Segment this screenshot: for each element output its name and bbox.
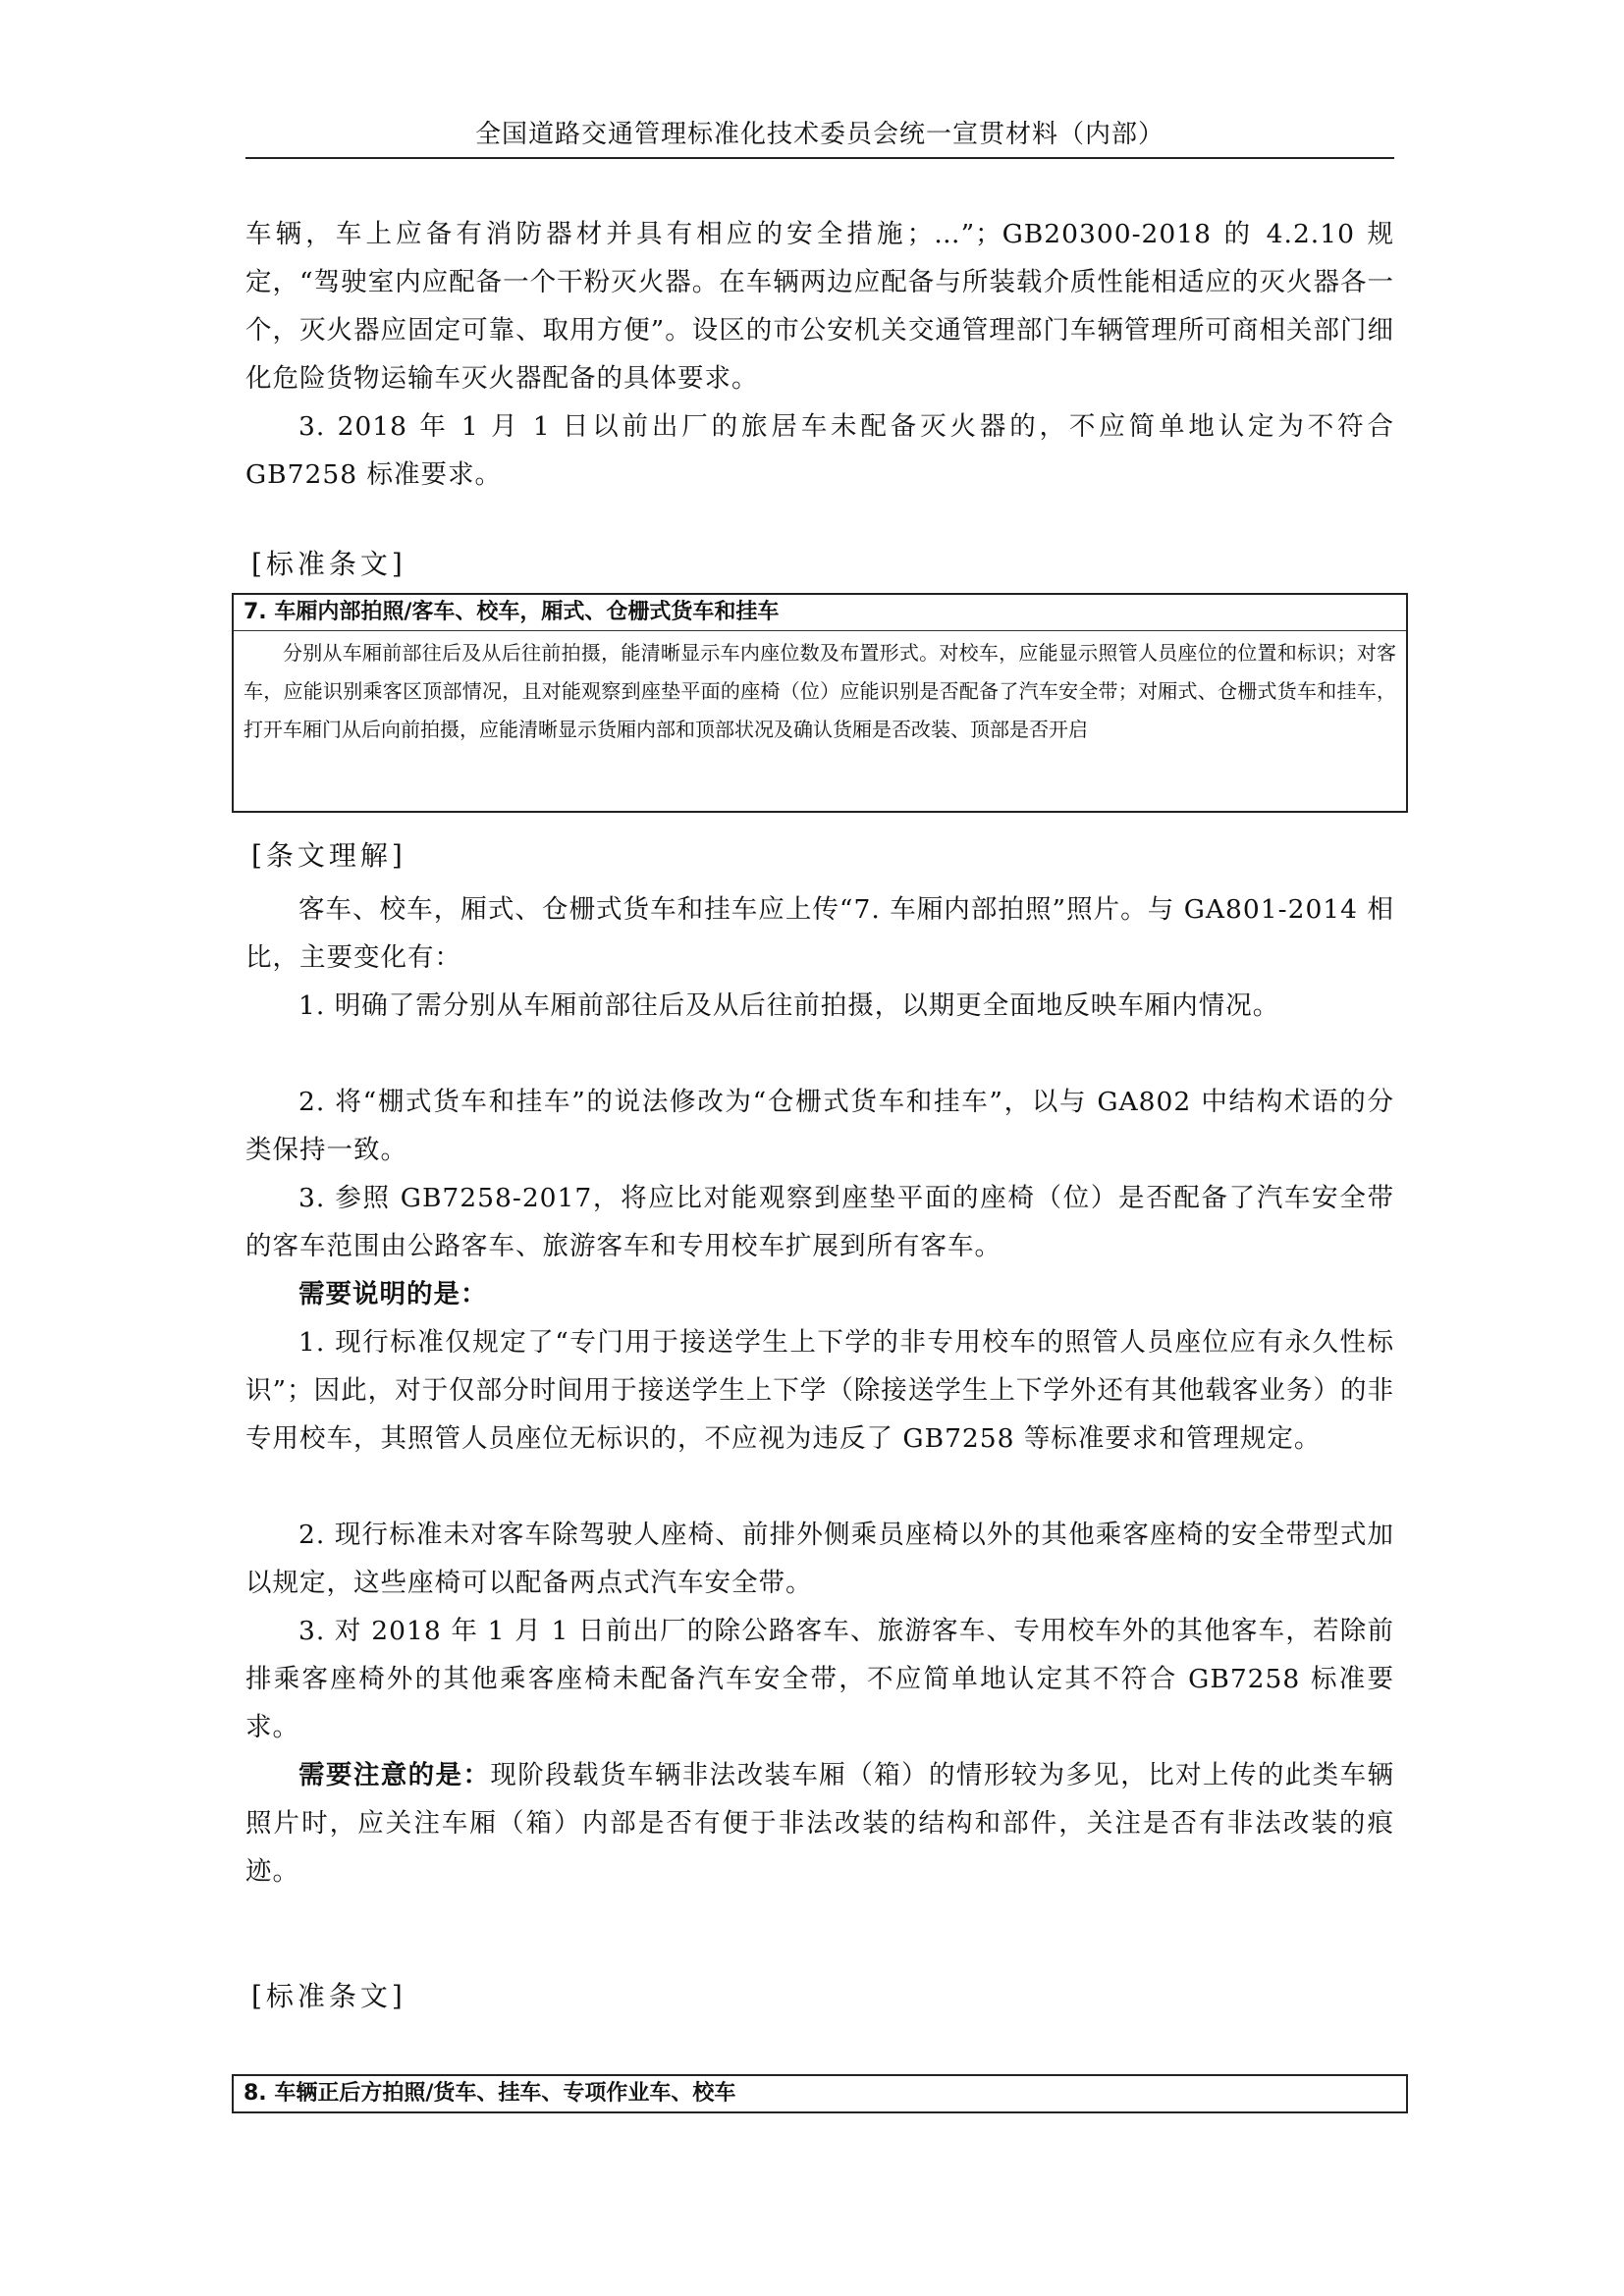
paragraph-note-2: 2. 现行标准未对客车除驾驶人座椅、前排外侧乘员座椅以外的其他乘客座椅的安全带型式加以规定，这些座椅可以配备两点式汽车安全带。 — [245, 1520, 1394, 1598]
running-header: 全国道路交通管理标准化技术委员会统一宣贯材料（内部） — [474, 120, 1164, 149]
attention-heading: 需要注意的是： — [298, 1760, 491, 1790]
paragraph-rv-extinguisher: 3. 2018 年 1 月 1 日以前出厂的旅居车未配备灭火器的，不应简单地认定为不符合 GB7258 标准要求。 — [245, 411, 1394, 490]
paragraph-intro: 客车、校车，厢式、仓栅式货车和挂车应上传“7. 车厢内部拍照”照片。与 GA801-2014 相比，主要变化有： — [245, 894, 1394, 973]
paragraph-change-1: 1. 明确了需分别从车厢前部往后及从后往前拍摄，以期更全面地反映车厢内情况。 — [298, 990, 1280, 1021]
clause-body: 分别从车厢前部往后及从后往前拍摄，能清晰显示车内座位数及布置形式。对校车，应能显示照管人员座位的位置和标识；对客车，应能识别乘客区顶部情况，且对能观察到座垫平面的座椅（位）应能识别是否配备了汽车安全带；对厢式、仓栅式货车和挂车，打开车厢门从后向前拍摄，应能清晰显示货厢内部和顶部状况及确认货厢是否改装、顶部是否开启 — [244, 641, 1396, 741]
paragraph-attention — [245, 1751, 1394, 1896]
paragraph-change-3: 3. 参照 GB7258-2017，将应比对能观察到座垫平面的座椅（位）是否配备了汽车安全带的客车范围由公路客车、旅游客车和专用校车扩展到所有客车。 — [245, 1183, 1394, 1261]
paragraph-note-3: 3. 对 2018 年 1 月 1 日前出厂的除公路客车、旅游客车、专用校车外的其他客车，若除前排乘客座椅外的其他乘客座椅未配备汽车安全带，不应简单地认定其不符合 GB7258 标准要求。 — [245, 1616, 1394, 1742]
note-heading: 需要说明的是： — [298, 1279, 488, 1309]
standard-clause-box-7 — [232, 593, 1408, 813]
section-label-standard-text-2: [标准条文] — [251, 1980, 406, 2012]
paragraph-note-1: 1. 现行标准仅规定了“专门用于接送学生上下学的非专用校车的照管人员座位应有永久性标识”；因此，对于仅部分时间用于接送学生上下学（除接送学生上下学外还有其他载客业务）的非专用校车，其照管人员座位无标识的，不应视为违反了 GB7258 等标准要求和管理规定。 — [245, 1327, 1394, 1454]
attention-text: 现阶段载货车辆非法改装车厢（箱）的情形较为多见，比对上传的此类车辆照片时，应关注车厢（箱）内部是否有便于非法改装的结构和部件，关注是否有非法改装的痕迹。 — [245, 1760, 1395, 1887]
header-rule — [245, 157, 1394, 159]
section-label-standard-text: [标准条文] — [251, 548, 406, 580]
paragraph-fire-extinguisher: 车辆，车上应备有消防器材并具有相应的安全措施；…”；GB20300-2018 的 4.2.10 规定，“驾驶室内应配备一个干粉灭火器。在车辆两边应配备与所装载介质性能相适应的灭火器各一个，灭火器应固定可靠、取用方便”。设区的市公安机关交通管理部门车辆管理所可商相关部门细化危险货物运输车灭火器配备的具体要求。 — [245, 219, 1395, 394]
section-label-interpretation: [条文理解] — [251, 839, 406, 872]
standard-clause-box-8 — [232, 2074, 1408, 2113]
clause-title: 7. 车厢内部拍照/客车、校车，厢式、仓栅式货车和挂车 — [234, 595, 1406, 631]
paragraph-change-2: 2. 将“棚式货车和挂车”的说法修改为“仓栅式货车和挂车”，以与 GA802 中结构术语的分类保持一致。 — [245, 1087, 1394, 1165]
clause-title-8: 8. 车辆正后方拍照/货车、挂车、专项作业车、校车 — [244, 2081, 736, 2106]
